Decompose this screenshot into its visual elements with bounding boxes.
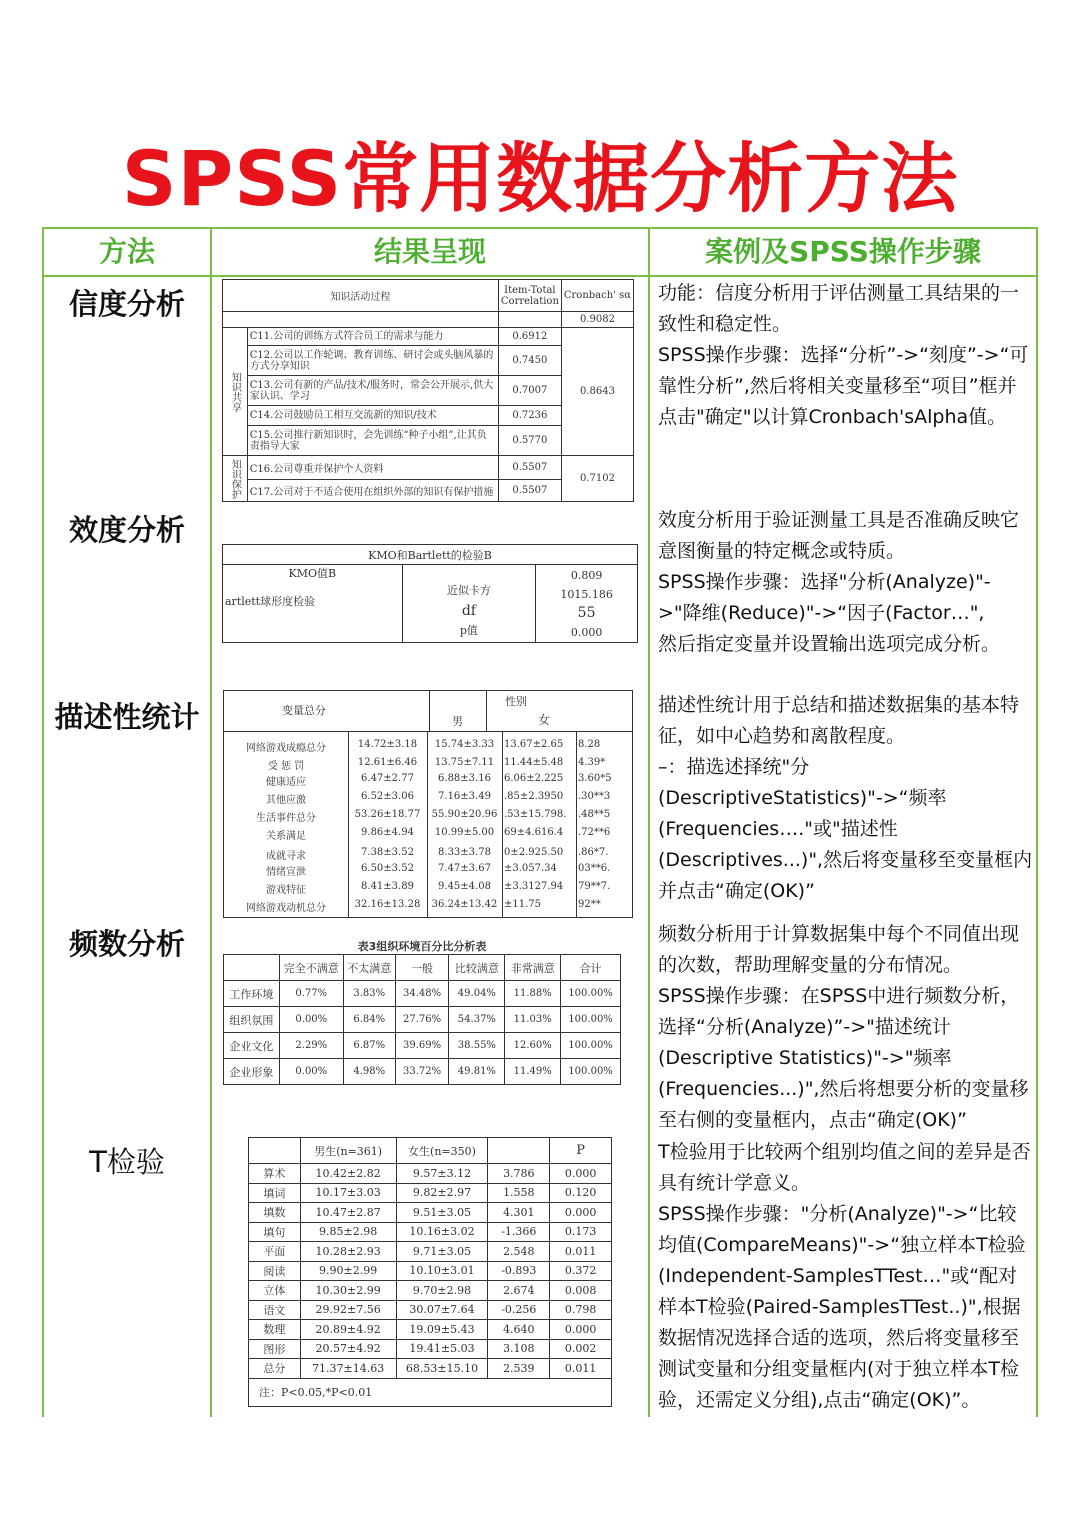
desc-cell: 8.28 (578, 739, 601, 750)
kmo-val: 55 (577, 604, 596, 621)
t-cell-m: 10.30±2.99 (300, 1281, 396, 1301)
desc-cell: 53.26±18.77 (354, 809, 421, 820)
t-row (249, 1164, 612, 1184)
t-header-female: 女生(n=350) (396, 1138, 488, 1164)
bartlett-row-label: artlett球形度检验 (225, 595, 316, 608)
desc-descriptive: 描述性统计用于总结和描述数据集的基本特征，如中心趋势和离散程度。 –：描选述择统"分(DescriptiveStatistics)"->“频率(Frequencies…."或"描述性(Descriptives...)",然后将变量移至变量框内并点击“确定(OK)” (658, 694, 1033, 902)
t-cell-p: 0.008 (550, 1281, 612, 1301)
t-cell-t: 4.640 (488, 1320, 550, 1340)
descriptive-table (223, 690, 633, 918)
desc-cell: .72**6 (578, 827, 611, 838)
freq-row-label: 组织氛围 (224, 1007, 280, 1033)
ttest-table (248, 1137, 612, 1407)
t-cell-f: 68.53±15.10 (396, 1359, 488, 1379)
t-cell-label: 填句 (249, 1222, 301, 1242)
kmo-val: 1015.186 (560, 587, 613, 601)
freq-cell: 34.48% (395, 981, 449, 1007)
t-cell-p: 0.000 (550, 1320, 612, 1340)
t-cell-f: 9.71±3.05 (396, 1242, 488, 1262)
t-cell-p: 0.120 (550, 1183, 612, 1203)
t-cell-m: 9.90±2.99 (300, 1261, 396, 1281)
t-cell-p: 0.011 (550, 1359, 612, 1379)
desc-var-label: 生活事件总分 (256, 813, 316, 824)
desc-cell: 9.45±4.08 (438, 881, 491, 892)
freq-cell: 3.83% (343, 981, 395, 1007)
t-cell-label: 立体 (249, 1281, 301, 1301)
freq-cell: 11.88% (505, 981, 561, 1007)
page-title: SPSS常用数据分析方法 (121, 134, 959, 223)
header-result: 结果呈现 (373, 235, 486, 268)
t-cell-label: 平面 (249, 1242, 301, 1262)
t-cell-label: 填数 (249, 1203, 301, 1223)
desc-cell: 92** (578, 899, 601, 910)
t-cell-label: 算术 (249, 1164, 301, 1184)
rel-header-alpha: Cronbach' sα (561, 280, 633, 312)
t-cell-label: 填词 (249, 1183, 301, 1203)
t-cell-f: 9.70±2.98 (396, 1281, 488, 1301)
t-row (249, 1320, 612, 1340)
rel-alpha-2: 0.7102 (561, 456, 633, 502)
desc-cell: ±3.057.34 (504, 863, 557, 874)
t-cell-t: 3.786 (488, 1164, 550, 1184)
desc-header-female: 女 (537, 713, 550, 727)
desc-cell: 7.16±3.49 (438, 791, 491, 802)
t-cell-t: -1.366 (488, 1222, 550, 1242)
desc-cell: 7.38±3.52 (361, 847, 414, 858)
desc-cell: 03**6. (578, 863, 611, 874)
t-cell-t: 1.558 (488, 1183, 550, 1203)
desc-reliability: 功能：信度分析用于评估测量工具结果的一致性和稳定性。 SPSS操作步骤：选择“分析”->“刻度”->“可靠性分析”,然后将相关变量移至“项目”框并点击"确定"以计算Cronbach'sAlpha值。 (658, 282, 1029, 428)
desc-cell: 0±2.925.50 (504, 847, 564, 858)
rel-overall-alpha: 0.9082 (561, 312, 633, 328)
header-steps: 案例及SPSS操作步骤 (705, 235, 981, 268)
desc-cell: 10.99±5.00 (434, 827, 495, 838)
t-row (249, 1242, 612, 1262)
t-cell-t: 3.108 (488, 1339, 550, 1359)
t-cell-p: 0.372 (550, 1261, 612, 1281)
freq-cell: 11.49% (505, 1059, 561, 1085)
t-cell-label: 总分 (249, 1359, 301, 1379)
t-cell-p: 0.173 (550, 1222, 612, 1242)
kmo-table (222, 544, 638, 643)
desc-cell: 4.39* (578, 757, 606, 768)
method-frequency: 频数分析 (68, 927, 185, 961)
t-row (249, 1183, 612, 1203)
desc-var-label: 情绪宣泄 (266, 867, 306, 878)
rel-group-sharing: 知识共享 (223, 328, 248, 456)
freq-cell: 100.00% (561, 1059, 621, 1085)
t-cell-p: 0.011 (550, 1242, 612, 1262)
t-cell-f: 9.51±3.05 (396, 1203, 488, 1223)
freq-row-label: 工作环境 (224, 981, 280, 1007)
rel-itc: 0.7236 (498, 406, 561, 426)
freq-cell: 100.00% (561, 981, 621, 1007)
rel-itc: 0.5507 (498, 480, 561, 502)
t-cell-m: 10.42±2.82 (300, 1164, 396, 1184)
freq-cell: 49.81% (449, 1059, 505, 1085)
t-cell-f: 9.82±2.97 (396, 1183, 488, 1203)
desc-cell: .48**5 (578, 809, 611, 820)
desc-header-var: 变量总分 (282, 704, 326, 717)
desc-validity: 效度分析用于验证测量工具是否准确反映它意图衡量的特定概念或特质。 SPSS操作步骤：选择"分析(Analyze)"->"降维(Reduce)"->“因子(Factor…", 然后指定变量并设置输出选项完成分析。 (658, 509, 1020, 655)
frame-col-divider-1 (210, 227, 212, 1417)
t-cell-f: 10.10±3.01 (396, 1261, 488, 1281)
t-row (249, 1203, 612, 1223)
freq-cell: 11.03% (505, 1007, 561, 1033)
freq-cell: 49.04% (449, 981, 505, 1007)
desc-var-label: 健康适应 (266, 777, 306, 788)
kmo-row-label: KMO值B (288, 567, 337, 580)
freq-cell: 27.76% (395, 1007, 449, 1033)
kmo-sub-df: df (461, 602, 476, 619)
desc-cell: 55.90±20.96 (431, 809, 498, 820)
freq-cell: 39.69% (395, 1033, 449, 1059)
t-cell-m: 29.92±7.56 (300, 1300, 396, 1320)
rel-itc: 0.5507 (498, 456, 561, 480)
freq-row-label: 企业形象 (224, 1059, 280, 1085)
rel-itc: 0.7450 (498, 346, 561, 376)
t-row (249, 1222, 612, 1242)
t-cell-label: 阅读 (249, 1261, 301, 1281)
t-cell-p: 0.002 (550, 1339, 612, 1359)
t-cell-label: 数理 (249, 1320, 301, 1340)
t-cell-t: 2.674 (488, 1281, 550, 1301)
t-cell-label: 语文 (249, 1300, 301, 1320)
t-cell-m: 71.37±14.63 (300, 1359, 396, 1379)
kmo-title: KMO和Bartlett的检验B (223, 545, 638, 565)
desc-var-label: 网络游戏动机总分 (246, 903, 326, 914)
t-header-male: 男生(n=361) (300, 1138, 396, 1164)
desc-cell: 14.72±3.18 (357, 739, 418, 750)
t-cell-p: 0.000 (550, 1203, 612, 1223)
t-cell-m: 10.17±3.03 (300, 1183, 396, 1203)
method-ttest: T检验 (89, 1145, 165, 1179)
desc-cell: 79**7. (578, 881, 611, 892)
rel-itc: 0.7007 (498, 376, 561, 406)
frame-left-line (42, 227, 44, 1417)
freq-cell: 6.87% (343, 1033, 395, 1059)
freq-cell: 0.00% (279, 1007, 343, 1033)
rel-item: C14.公司鼓励员工相互交流新的知识/技术 (247, 406, 498, 426)
t-cell-f: 9.57±3.12 (396, 1164, 488, 1184)
t-header-p: P (550, 1138, 612, 1164)
desc-cell: 8.41±3.89 (361, 881, 414, 892)
rel-item: C17.公司对于不适合使用在组织外部的知识有保护措施 (247, 480, 498, 502)
t-cell-m: 20.89±4.92 (300, 1320, 396, 1340)
method-validity: 效度分析 (68, 513, 185, 547)
desc-cell: 3.60*5 (578, 773, 612, 784)
rel-item: C15.公司推行新知识时，会先训练“种子小组”,让其负责指导大家 (247, 426, 498, 456)
desc-cell: 36.24±13.42 (431, 899, 498, 910)
t-cell-t: 4.301 (488, 1203, 550, 1223)
t-cell-t: 2.548 (488, 1242, 550, 1262)
freq-cell: 12.60% (505, 1033, 561, 1059)
desc-cell: 11.44±5.48 (504, 757, 564, 768)
freq-cell: 4.98% (343, 1059, 395, 1085)
desc-ttest: T检验用于比较两个组别均值之间的差异是否具有统计学意义。 SPSS操作步骤："分析(Analyze)"->“比较均值(CompareMeans)"->“独立样本T检验(Independent-SamplesTTest…"或“配对样本T检验(Paired-SamplesTTest..)",根据数据情况选择合适的选项，然后将变量移至测试变量和分组变量框内(对于独立样本T检验，还需定义分组),点击“确定(OK)”。 (658, 1141, 1031, 1411)
rel-group-protect: 知识保护 (223, 456, 248, 502)
rel-header-process: 知识活动过程 (223, 280, 499, 312)
freq-cell: 0.00% (279, 1059, 343, 1085)
desc-var-label: 关系满足 (266, 831, 306, 842)
desc-frequency: 频数分析用于计算数据集中每个不同值出现的次数，帮助理解变量的分布情况。 SPSS操作步骤：在SPSS中进行频数分析，选择“分析(Analyze)”->"描述统计(Descriptive Statistics)"->"频率(Frequencies...)",然后将想要分析的变量移至右侧的变量框内，点击“确定(OK)” (658, 923, 1029, 1131)
desc-header-gender: 性别 (505, 695, 527, 708)
t-cell-p: 0.000 (550, 1164, 612, 1184)
desc-var-label: 其他应激 (266, 795, 306, 806)
frequency-table (223, 954, 621, 1085)
t-cell-f: 19.09±5.43 (396, 1320, 488, 1340)
rel-item: C16.公司尊重并保护个人资料 (247, 456, 498, 480)
frame-col-divider-2 (648, 227, 650, 1417)
desc-cell: ±11.75 (504, 899, 542, 910)
reliability-table (222, 279, 634, 502)
desc-header-male: 男 (452, 715, 463, 728)
t-row (249, 1339, 612, 1359)
freq-header: 比较满意 (449, 955, 505, 981)
method-descriptive: 描述性统计 (54, 700, 200, 734)
header-method: 方法 (98, 235, 155, 268)
desc-cell: 6.47±2.77 (361, 773, 414, 784)
rel-itc: 0.6912 (498, 328, 561, 346)
freq-cell: 0.77% (279, 981, 343, 1007)
freq-header: 完全不满意 (279, 955, 343, 981)
freq-header: 不太满意 (343, 955, 395, 981)
t-row (249, 1261, 612, 1281)
rel-header-itc: Item-Total Correlation (498, 280, 561, 312)
t-cell-m: 10.47±2.87 (300, 1203, 396, 1223)
frame-right-line (1036, 227, 1038, 1417)
t-cell-m: 10.28±2.93 (300, 1242, 396, 1262)
freq-cell: 6.84% (343, 1007, 395, 1033)
desc-var-label: 受 惩 罚 (267, 761, 305, 772)
freq-cell: 54.37% (449, 1007, 505, 1033)
desc-cell: ±3.3127.94 (504, 881, 564, 892)
desc-cell: 6.88±3.16 (438, 773, 491, 784)
desc-cell: 15.74±3.33 (434, 739, 495, 750)
desc-cell: .85±2.3950 (504, 791, 564, 802)
t-cell-t: -0.256 (488, 1300, 550, 1320)
desc-cell: 69±4.616.4 (504, 827, 564, 838)
t-row (249, 1300, 612, 1320)
desc-cell: 8.33±3.78 (438, 847, 491, 858)
desc-cell: 9.86±4.94 (361, 827, 414, 838)
freq-header: 非常满意 (505, 955, 561, 981)
desc-cell: 6.06±2.225 (504, 773, 564, 784)
freq-title: 表3组织环境百分比分析表 (357, 940, 487, 953)
desc-cell: 6.50±3.52 (361, 863, 414, 874)
rel-itc: 0.5770 (498, 426, 561, 456)
desc-var-label: 游戏特征 (266, 885, 306, 896)
freq-row-label: 企业文化 (224, 1033, 280, 1059)
t-row (249, 1281, 612, 1301)
freq-cell: 33.72% (395, 1059, 449, 1085)
desc-cell: 12.61±6.46 (357, 757, 418, 768)
t-cell-f: 10.16±3.02 (396, 1222, 488, 1242)
t-cell-label: 图形 (249, 1339, 301, 1359)
rel-alpha-1: 0.8643 (561, 328, 633, 456)
t-note: 注：P<0.05,*P<0.01 (249, 1378, 612, 1406)
rel-item: C11.公司的训练方式符合员工的需求与能力 (247, 328, 498, 346)
desc-cell: .53±15.798. (504, 809, 567, 820)
desc-cell: .86*7. (578, 847, 609, 858)
freq-header: 合计 (561, 955, 621, 981)
desc-cell: 32.16±13.28 (354, 899, 421, 910)
desc-cell: .30**3 (578, 791, 611, 802)
desc-cell: 13.75±7.11 (434, 757, 495, 768)
t-cell-f: 30.07±7.64 (396, 1300, 488, 1320)
freq-cell: 38.55% (449, 1033, 505, 1059)
desc-cell: 6.52±3.06 (361, 791, 414, 802)
desc-cell: 7.47±3.67 (438, 863, 491, 874)
freq-cell: 100.00% (561, 1007, 621, 1033)
t-cell-f: 19.41±5.03 (396, 1339, 488, 1359)
kmo-val: 0.000 (570, 625, 603, 639)
desc-cell: 13.67±2.65 (504, 739, 564, 750)
t-cell-m: 20.57±4.92 (300, 1339, 396, 1359)
rel-item: C13.公司有新的产品/技术/服务时，常会公开展示,供大家认识、学习 (247, 376, 498, 406)
desc-var-label: 成就寻求 (266, 851, 306, 862)
kmo-val: 0.809 (570, 568, 603, 582)
t-cell-m: 9.85±2.98 (300, 1222, 396, 1242)
t-cell-t: 2.539 (488, 1359, 550, 1379)
freq-header: 一般 (395, 955, 449, 981)
kmo-sub-chi: 近似卡方 (446, 583, 491, 597)
rel-item: C12.公司以工作轮调、教育训练、研讨会或头脑风暴的方式分享知识 (247, 346, 498, 376)
kmo-sub-p: p值 (459, 623, 478, 637)
t-cell-p: 0.798 (550, 1300, 612, 1320)
t-cell-t: -0.893 (488, 1261, 550, 1281)
freq-cell: 2.29% (279, 1033, 343, 1059)
method-reliability: 信度分析 (68, 287, 185, 321)
freq-cell: 100.00% (561, 1033, 621, 1059)
t-row (249, 1359, 612, 1379)
desc-var-label: 网络游戏成瘾总分 (246, 743, 326, 754)
